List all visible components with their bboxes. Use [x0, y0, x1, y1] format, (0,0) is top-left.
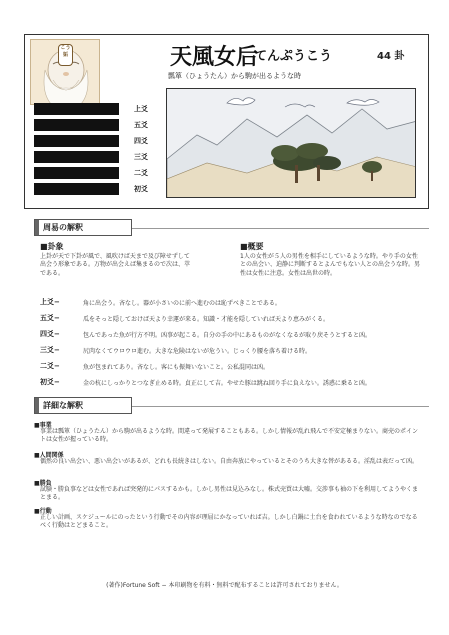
- line-label: 四爻: [134, 137, 148, 145]
- yao-label: 五爻−: [40, 314, 60, 322]
- yao-label: 上爻−: [40, 298, 60, 306]
- subtitle: 瓢箪（ひょうたん）から駒が出るような時: [168, 72, 301, 80]
- detail-text: 事業は瓢箪（ひょうたん）から駒が出るような時。間違って発展することもある。しかし情報が乱れ飛んで不安定極まりない。商売のポイントは女性が握っている時。: [40, 428, 419, 444]
- line-bar: [34, 167, 119, 179]
- line-label: 初爻: [134, 185, 148, 193]
- overview-heading: ■概要: [240, 242, 264, 251]
- detail-text: 試験・勝負事などは女性であれば突発的にパスするかも。しかし男性は見込みなし。株式売買は大嘘。交渉事も袖の下を利用してようやくまとまる。: [40, 486, 419, 502]
- yao-label: 三爻−: [40, 346, 60, 354]
- line-bar: [34, 183, 119, 195]
- detail-heading: ■行動: [34, 508, 52, 515]
- line-bar: [34, 103, 119, 115]
- hexagram-badge: こう 姤: [58, 44, 73, 66]
- line-row: [34, 119, 154, 131]
- sage-portrait: [30, 39, 100, 105]
- section-tag-details: 詳細な解釈: [34, 397, 132, 414]
- line-label: 五爻: [134, 121, 148, 129]
- detail-heading: ■人間関係: [34, 452, 64, 459]
- section-tag-interpretation: 周易の解釈: [34, 219, 132, 236]
- section-rule: [132, 406, 429, 407]
- yao-text: 包んであった魚が行方不明。凶事が起こる。自分の手の中にあるものがなくなるが取り戻そうとすると凶。: [83, 332, 371, 339]
- line-label: 二爻: [134, 169, 148, 177]
- line-bar: [34, 135, 119, 147]
- section-rule: [132, 228, 429, 229]
- yao-text: 瓜をそっと隠しておけば天より幸運が来る。知識・才能を隠していれば天より恵みがくる。: [83, 316, 330, 323]
- detail-heading: ■勝負: [34, 480, 52, 487]
- overview-text: 1人の女性が５人の男性を相手にしているような時。やり手の女性との出会い、迫静に判断するとよんでもない人との出会うな時。男性は女性に注意。女性は出世の時。: [240, 253, 421, 277]
- yao-text: 魚が包まれてあり。吝なし。客にも振舞いないこと。公私混同は凶。: [83, 364, 270, 371]
- line-bar: [34, 119, 119, 131]
- landscape-illustration: [166, 88, 416, 198]
- yao-text: 尻肉なくてウロウロ進む。大きな危険はないが危うい。じっくり腰を落ち着ける時。: [83, 348, 312, 355]
- mountain-tree-illustration: [167, 89, 416, 198]
- line-row: [34, 167, 154, 179]
- yao-text: 金の杭にしっかりとつなぎ止める時。貞正にして吉。やせた豚は跳ね回り手に負えない。誘惑に乗ると凶。: [83, 380, 371, 387]
- yao-label: 二爻−: [40, 362, 60, 370]
- line-row: [34, 151, 154, 163]
- copyright-footer: (著作)Fortune Soft − 本印刷物を有料・無料で配布することは許可されておりません。: [106, 582, 343, 589]
- line-row: [34, 183, 154, 195]
- yao-label: 初爻−: [40, 378, 60, 386]
- detail-text: 偶然の良い出会い、悪い出会いがあるが、どれも長続きはしない。自由奔放にやっているとそのうち大きな替があるる。淫乱は表だって凶。: [40, 458, 419, 465]
- gua-text: 上卦が天で下卦が風で、風吹けば天まで及び障せずして出会う形象である。万物が出会えば集まるので次は、萃である。: [40, 253, 191, 277]
- line-label: 三爻: [134, 153, 148, 161]
- detail-heading: ■事業: [34, 422, 52, 429]
- line-label: 上爻: [134, 105, 148, 113]
- yao-label: 四爻−: [40, 330, 60, 338]
- line-bar: [34, 151, 119, 163]
- hexagram-number: 44 卦: [377, 51, 405, 62]
- gua-heading: ■卦象: [40, 242, 64, 251]
- line-row: [34, 103, 154, 115]
- detail-text: 正しい計画、スケジュールにのったという行動でその内容が理屈にかなっていれば吉。しかし白鍋に土台を食われているような時なのでなるべく行動はとどまること。: [40, 514, 418, 530]
- title-reading: てんぷうこう: [254, 49, 333, 64]
- line-row: [34, 135, 154, 147]
- yao-text: 角に出会う。吝なし。器が小さいのに前へ進むのは恥ずべきことである。: [83, 300, 281, 307]
- page-title: 天風女后: [170, 44, 259, 70]
